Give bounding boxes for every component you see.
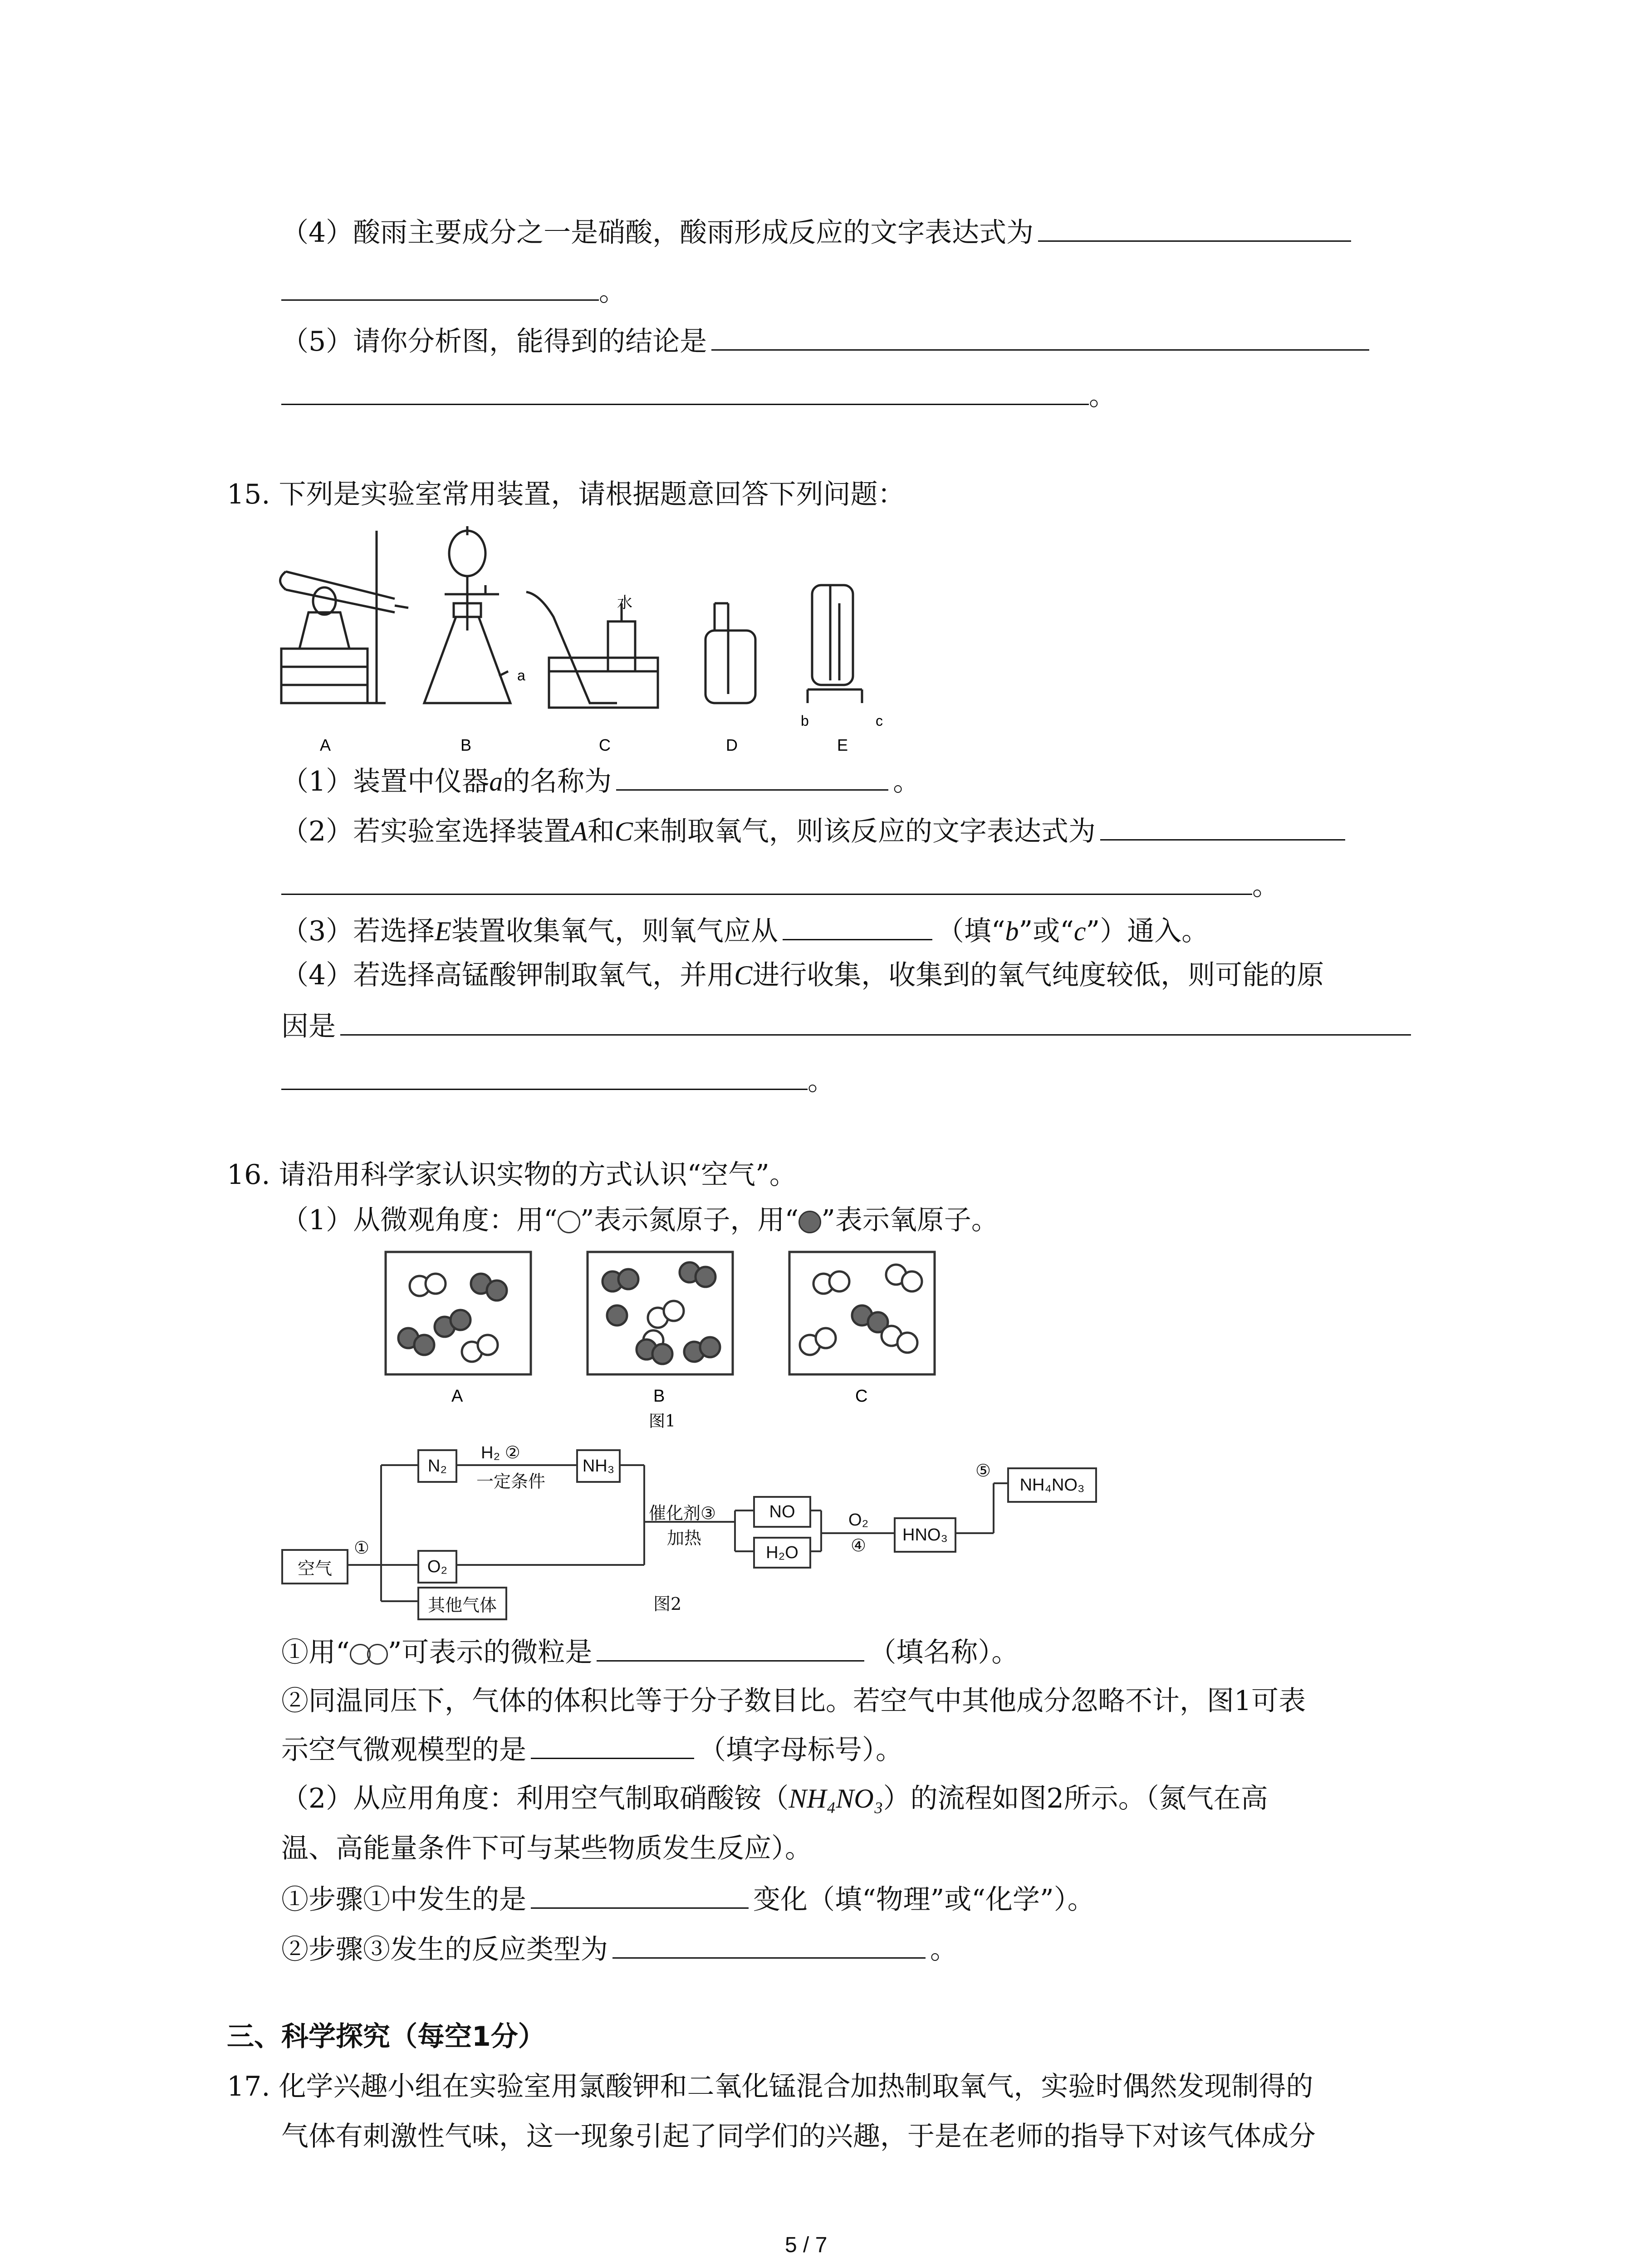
label-c: c [876, 713, 883, 729]
page-number: 5 / 7 [785, 2233, 828, 2257]
apparatus-label-d: D [726, 736, 738, 754]
answer-blank[interactable] [783, 912, 932, 940]
apparatus-label-a: A [320, 736, 331, 754]
section-3-heading: 三、科学探究（每空1分） [227, 2021, 545, 2053]
q16-part2: （2）从应用角度：利用空气制取硝酸铵（NH₄NO₃）的流程如图2所示。（氮气在高 [281, 1783, 1268, 1814]
q14-part5: （5）请你分析图，能得到的结论是 [281, 322, 1369, 360]
flow-step1: ① [354, 1539, 370, 1558]
flow-other-gas: 其他气体 [417, 1587, 507, 1620]
q16-sub2-cont: 示空气微观模型的是 （填字母标号）。 [281, 1730, 903, 1768]
flow-n2: N₂ [417, 1449, 457, 1483]
flow-cond2: 一定条件 [476, 1472, 546, 1491]
answer-blank[interactable] [281, 376, 1089, 405]
apparatus-label-c: C [599, 736, 611, 754]
apparatus-a-block [281, 649, 367, 703]
q17-line2: 气体有刺激性气味，这一现象引起了同学们的兴趣，于是在老师的指导下对该气体成分 [281, 2121, 1316, 2152]
q15-part4-cont: 因是 [281, 1007, 1411, 1045]
nitrogen-atom-icon [367, 1644, 388, 1665]
q15-part3: （3）若选择E装置收集氧气，则氧气应从 （填“b”或“c”）通入。 [281, 912, 1209, 949]
answer-blank[interactable] [281, 866, 1252, 895]
answer-blank[interactable] [1038, 213, 1351, 242]
apparatus-label-e: E [837, 736, 848, 754]
q16-step1: ①步骤①中发生的是 变化（填“物理”或“化学”）。 [281, 1880, 1095, 1918]
fig2-caption: 图2 [653, 1594, 682, 1614]
label-a: a [517, 667, 525, 684]
q15-title: 15. 下列是实验室常用装置，请根据题意回答下列问题： [227, 479, 905, 510]
q15-part4-cont2: 。 [281, 1061, 835, 1099]
flow-air: 空气 [281, 1549, 348, 1584]
answer-blank[interactable] [531, 1730, 694, 1759]
q15-part2: （2）若实验室选择装置A和C来制取氧气，则该反应的文字表达式为 [281, 812, 1345, 850]
fig1-label-a: A [451, 1387, 463, 1406]
q16-part2-cont: 温、高能量条件下可与某些物质发生反应）。 [281, 1833, 812, 1864]
figure-2-flowchart [272, 1442, 1180, 1633]
flow-step2: H₂ ② [481, 1443, 520, 1462]
nitrogen-atom-icon [558, 1211, 580, 1233]
q16-sub1: ①用“ ”可表示的微粒是 （填名称）。 [281, 1633, 1019, 1671]
answer-blank[interactable] [281, 272, 599, 301]
q16-title: 16. 请沿用科学家认识实物的方式认识“空气”。 [227, 1159, 797, 1191]
water-label: 水 [617, 594, 632, 612]
answer-blank[interactable] [531, 1880, 749, 1909]
flow-no: NO [753, 1496, 811, 1528]
q17-line1: 17. 化学兴趣小组在实验室用氯酸钾和二氧化锰混合加热制取氧气，实验时偶然发现制得的 [227, 2071, 1313, 2102]
flow-step4-o2: O₂ [848, 1510, 869, 1530]
flow-nh4no3: NH₄NO₃ [1007, 1467, 1097, 1503]
q15-part4: （4）若选择高锰酸钾制取氧气，并用C进行收集，收集到的氧气纯度较低，则可能的原 [281, 959, 1324, 991]
flow-hno3: HNO₃ [894, 1517, 956, 1553]
q16-sub2: ②同温同压下，气体的体积比等于分子数目比。若空气中其他成分忽略不计，图1可表 [281, 1685, 1306, 1717]
figure-1-molecular-models [381, 1247, 1007, 1438]
q14-part4-cont: 。 [281, 272, 626, 310]
answer-blank[interactable] [612, 1930, 926, 1959]
flow-h2o: H₂O [753, 1537, 811, 1569]
fig1-label-b: B [653, 1387, 665, 1406]
q14-part4: （4）酸雨主要成分之一是硝酸，酸雨形成反应的文字表达式为 [281, 213, 1351, 251]
q14-part5-cont: 。 [281, 376, 1116, 414]
q16-part1: （1）从微观角度：用“ ”表示氮原子，用“ ”表示氧原子。 [281, 1204, 999, 1236]
label-b: b [801, 713, 809, 729]
answer-blank[interactable] [597, 1633, 864, 1662]
flow-step5: ⑤ [975, 1461, 991, 1481]
answer-blank[interactable] [1100, 812, 1345, 841]
answer-blank[interactable] [711, 322, 1369, 351]
answer-blank[interactable] [281, 1061, 808, 1090]
flow-cond3: 加热 [667, 1529, 702, 1548]
flow-step3: 催化剂③ [649, 1504, 716, 1523]
q15-part1: （1）装置中仪器a的名称为 。 [281, 762, 920, 800]
answer-blank[interactable] [616, 762, 888, 791]
q15-part2-cont: 。 [281, 866, 1279, 904]
lab-apparatus-figure [272, 522, 907, 758]
flow-o2: O₂ [417, 1550, 457, 1584]
q16-step2: ②步骤③发生的反应类型为 。 [281, 1930, 957, 1968]
oxygen-atom-icon [798, 1211, 821, 1233]
apparatus-label-b: B [460, 736, 472, 754]
flow-step4: ④ [851, 1536, 867, 1555]
fig1-caption: 图1 [649, 1412, 676, 1431]
fig1-label-c: C [855, 1387, 868, 1406]
flow-nh3: NH₃ [576, 1449, 621, 1483]
answer-blank[interactable] [340, 1007, 1411, 1036]
